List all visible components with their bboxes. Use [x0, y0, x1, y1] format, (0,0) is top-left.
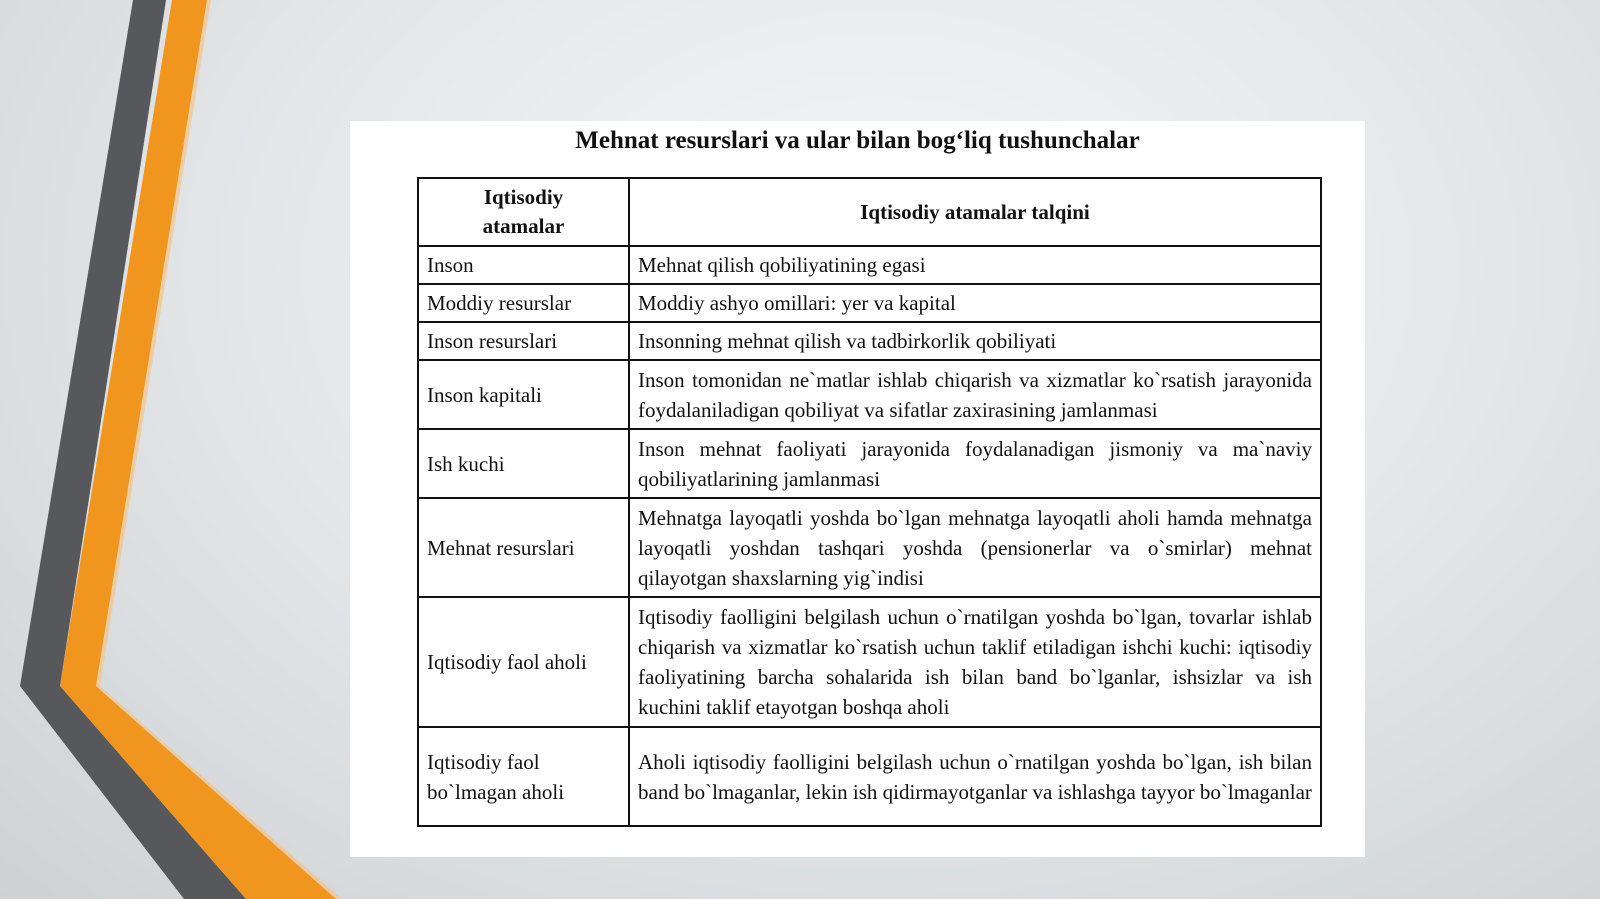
description-cell: Moddiy ashyo omillari: yer va kapital [629, 284, 1321, 322]
term-cell: Inson resurslari [418, 322, 629, 360]
description-cell: Inson tomonidan ne`matlar ishlab chiqarish va xizmatlar ko`rsatish jarayonida foydalaniladigan qobiliyat va sifatlar zaxirasining jamlanmasi [629, 360, 1321, 429]
table-row [418, 284, 1321, 322]
term-cell: Moddiy resurslar [418, 284, 629, 322]
description-cell: Iqtisodiy faolligini belgilash uchun o`rnatilgan yoshda bo`lgan, tovarlar ishlab chiqarish va xizmatlar ko`rsatish uchun taklif etiladigan ishchi kuchi: iqtisodiy faoliyatining barcha sohalarida ish bilan band bo`lganlar, ishsizlar va ish kuchini taklif etayotgan boshqa aholi [629, 597, 1321, 727]
description-cell: Inson mehnat faoliyati jarayonida foydalanadigan jismoniy va ma`naviy qobiliyatlarining jamlanmasi [629, 429, 1321, 498]
term-cell: Ish kuchi [418, 429, 629, 498]
description-cell: Mehnat qilish qobiliyatining egasi [629, 246, 1321, 284]
table-row [418, 360, 1321, 429]
description-cell: Mehnatga layoqatli yoshda bo`lgan mehnatga layoqatli aholi hamda mehnatga layoqatli yoshdan tashqari yoshda (pensionerlar va o`smirlar) mehnat qilayotgan shaxslarning yig`indisi [629, 498, 1321, 597]
orange-stripe [60, 0, 336, 899]
term-cell: Mehnat resurslari [418, 498, 629, 597]
document-title: Mehnat resurslari va ular bilan bog‘liq tushunchalar [575, 127, 1140, 154]
table-row [418, 246, 1321, 284]
table-header-row [418, 178, 1321, 246]
table-row [418, 322, 1321, 360]
table-row [418, 429, 1321, 498]
term-cell: Inson kapitali [418, 360, 629, 429]
table-row [418, 727, 1321, 826]
header-interpretation: Iqtisodiy atamalar talqini [629, 178, 1321, 246]
description-cell: Insonning mehnat qilish va tadbirkorlik qobiliyati [629, 322, 1321, 360]
term-cell: Iqtisodiy faol aholi [418, 597, 629, 727]
document-card [350, 121, 1365, 857]
term-cell: Iqtisodiy faol bo`lmagan aholi [418, 727, 629, 826]
header-terms: Iqtisodiy atamalar [418, 178, 629, 246]
dark-stripe [20, 0, 246, 899]
table-row [418, 597, 1321, 727]
description-cell: Aholi iqtisodiy faolligini belgilash uchun o`rnatilgan yoshda bo`lgan, ish bilan band bo`lmaganlar, lekin ish qidirmayotganlar va ishlashga tayyor bo`lmaganlar [629, 727, 1321, 826]
term-cell: Inson [418, 246, 629, 284]
terms-table [417, 177, 1322, 827]
table-row [418, 498, 1321, 597]
orange-stripe-highlight [96, 0, 342, 899]
